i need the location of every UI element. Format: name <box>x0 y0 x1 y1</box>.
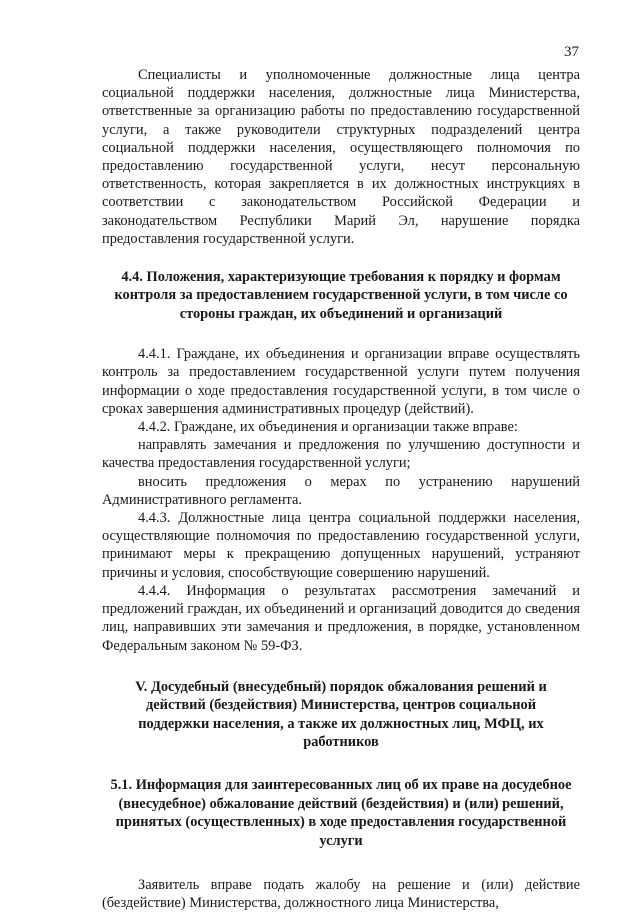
paragraph-4-4-4: 4.4.4. Информация о результатах рассмотрения замечаний и предложений граждан, их объединений и организаций доводится до сведения лиц, направивших эти замечания и предложения, в порядке, установленном Федеральным законом № 59-ФЗ. <box>102 582 580 654</box>
paragraph-4-4-2-item-2: вносить предложения о мерах по устранению нарушений Административного регламента. <box>102 473 580 508</box>
paragraph-responsibility: Специалисты и уполномоченные должностные лица центра социальной поддержки населения, должностные лица Министерства, ответственные за организацию работы по предоставлению государственной услуги, а также руководители структурных подразделений центра социальной поддержки населения, осуществляющего полномочия по предоставлению государственной услуги, несут персональную ответственность, которая закрепляется в их должностных инструкциях в соответствии с законодательством Российской Федерации и законодательством Республики Марий Эл, нарушение порядка предоставления государственной услуги. <box>102 67 580 247</box>
paragraph-4-4-2-item-1: направлять замечания и предложения по улучшению доступности и качества предоставления государственной услуги; <box>102 437 580 472</box>
document-body <box>102 66 580 912</box>
paragraph-4-4-3: 4.4.3. Должностные лица центра социальной поддержки населения, осуществляющие полномочия по предоставлению государственной услуги, принимают меры к прекращению допущенных нарушений, устраняют причины и условия, способствующие совершению нарушений. <box>102 510 580 581</box>
paragraph-4-4-2: 4.4.2. Граждане, их объединения и организации также вправе: <box>138 419 518 436</box>
paragraph-4-4-1: 4.4.1. Граждане, их объединения и организации вправе осуществлять контроль за предоставлением государственной услуги путем получения информации о ходе предоставления государственной услуги, в том числе о сроках завершения административных процедур (действий). <box>102 346 580 417</box>
section-heading-4-4: 4.4. Положения, характеризующие требования к порядку и формам контроля за предоставлением государственной услуги, в том числе со стороны граждан, их объединений и организаций <box>114 269 568 322</box>
page-number: 37 <box>564 44 579 60</box>
chapter-heading-v: V. Досудебный (внесудебный) порядок обжалования решений и действий (бездействия) Министерства, центров социальной поддержки населения, а также их должностных лиц, МФЦ, их работников <box>135 678 547 750</box>
section-heading-5-1: 5.1. Информация для заинтересованных лиц об их праве на досудебное (внесудебное) обжалование действий (бездействия) и (или) решений, принятых (осуществленных) в ходе предоставления государственной услуги <box>110 777 572 849</box>
paragraph-5-1-start: Заявитель вправе подать жалобу на решение и (или) действие (бездействие) Министерства, должностного лица Министерства, <box>102 876 580 912</box>
